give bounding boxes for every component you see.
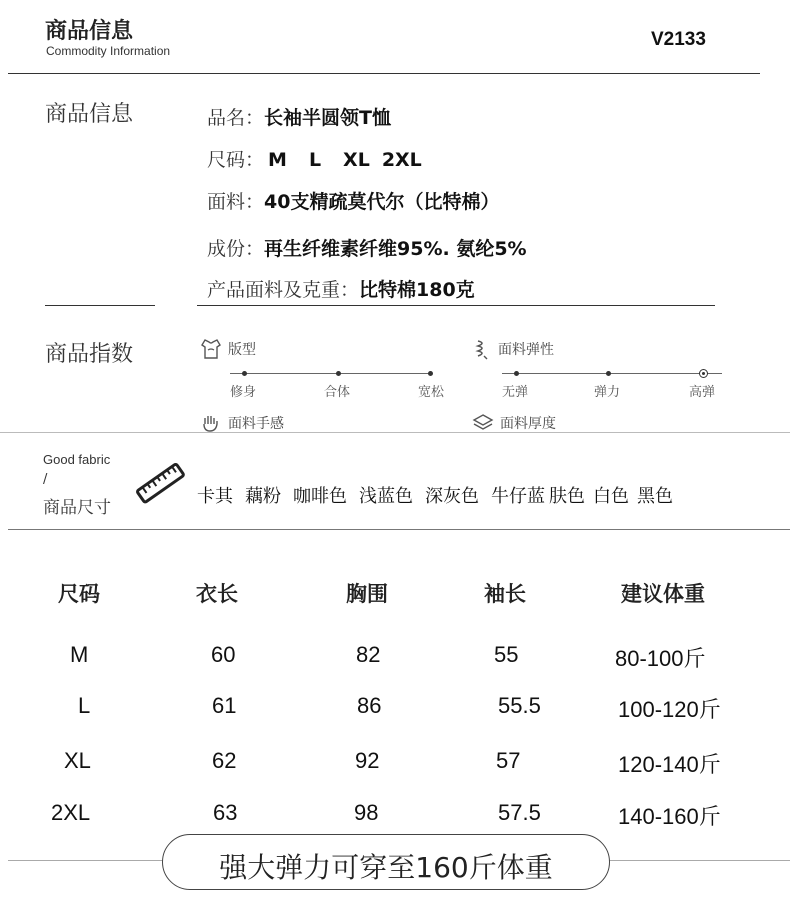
table-cell: 62 [212, 748, 237, 773]
product-name-row [207, 103, 391, 130]
stretch-label [472, 338, 554, 360]
stretch-tick-3: 高弹 [689, 385, 716, 400]
feel-label [200, 414, 284, 432]
table-cell: 140-160斤 [618, 804, 721, 829]
color-item: 卡其 [197, 486, 233, 507]
fit-dot-1 [242, 371, 247, 376]
page-title: 商品信息 [45, 19, 134, 44]
table-cell: 100-120斤 [618, 697, 721, 722]
table-header-chest: 胸围 [346, 582, 388, 606]
table-header-size: 尺码 [58, 582, 100, 606]
table-cell: 57 [496, 748, 521, 773]
table-cell: 55 [494, 642, 519, 667]
table-cell: 120-140斤 [618, 752, 721, 777]
banner-right-line [608, 860, 790, 861]
table-cell: L [78, 693, 91, 718]
table-cell: 82 [356, 642, 381, 667]
size-list [268, 149, 444, 171]
info-left-divider [45, 305, 155, 306]
size-l: L [308, 149, 322, 171]
spring-icon [472, 338, 492, 360]
table-header-weight: 建议体重 [621, 582, 705, 606]
colors-bottom-divider [8, 529, 790, 530]
table-cell: 86 [357, 693, 382, 718]
banner-left-line [8, 860, 164, 861]
info-section-label: 商品信息 [45, 102, 134, 127]
thickness-label [472, 414, 556, 432]
size-key: 尺码： [207, 149, 265, 171]
page-subtitle: Commodity Information [46, 44, 171, 58]
fabric-key: 面料： [207, 191, 265, 213]
color-item: 肤色 [549, 486, 585, 507]
hand-icon [200, 414, 222, 432]
stretch-slider-track [502, 373, 722, 374]
colors-top-divider [0, 432, 790, 433]
size-m: M [268, 149, 287, 171]
stretch-tick-2: 弹力 [594, 385, 621, 400]
weight-key: 产品面料及克重： [207, 279, 360, 301]
label-separator: / [43, 472, 48, 487]
product-name-key: 品名： [207, 107, 265, 129]
table-cell: 98 [354, 800, 379, 825]
size-label-cn: 商品尺寸 [43, 498, 111, 518]
fit-tick-2: 合体 [324, 385, 351, 400]
fit-tick-3: 宽松 [418, 385, 445, 400]
table-cell: 2XL [51, 800, 91, 825]
stretch-label-text: 面料弹性 [498, 342, 554, 358]
size-row [207, 145, 444, 172]
color-item: 咖啡色 [293, 486, 347, 507]
color-item: 深灰色 [425, 486, 479, 507]
stretch-dot-selected [699, 369, 708, 378]
thickness-label-text: 面料厚度 [500, 416, 556, 432]
feel-label-text: 面料手感 [228, 416, 284, 432]
composition-row [207, 234, 527, 261]
fabric-row [207, 187, 499, 214]
layers-icon [472, 414, 494, 432]
good-fabric-label: Good fabric [43, 452, 111, 467]
fit-tick-1: 修身 [230, 385, 257, 400]
table-cell: 61 [212, 693, 237, 718]
table-cell: 63 [213, 800, 238, 825]
table-cell: 57.5 [498, 800, 541, 825]
product-code: V2133 [651, 29, 706, 50]
stretch-tick-1: 无弹 [502, 385, 529, 400]
shirt-fit-icon [200, 338, 222, 360]
table-cell: 55.5 [498, 693, 541, 718]
color-item: 藕粉 [245, 486, 281, 507]
colors-band [0, 432, 790, 530]
size-2xl: 2XL [381, 149, 422, 171]
table-cell: XL [64, 748, 91, 773]
color-item: 白色 [593, 486, 629, 507]
table-cell: 60 [211, 642, 236, 667]
composition-key: 成份： [207, 238, 265, 260]
table-cell: 92 [355, 748, 380, 773]
color-item: 黑色 [637, 486, 673, 507]
index-section-label: 商品指数 [45, 342, 134, 367]
table-header-sleeve: 袖长 [484, 582, 526, 606]
fit-dot-3 [428, 371, 433, 376]
weight-row [207, 275, 475, 302]
ruler-icon [133, 460, 189, 508]
color-item: 浅蓝色 [359, 486, 413, 507]
fit-label [200, 338, 256, 360]
size-xl: XL [343, 149, 370, 171]
info-right-divider [197, 305, 715, 306]
elasticity-banner-text: 强大弹力可穿至160斤体重 [219, 851, 553, 884]
color-list [197, 482, 685, 508]
table-cell: M [70, 642, 89, 667]
table-header-length: 衣长 [196, 582, 238, 606]
table-cell: 80-100斤 [615, 646, 706, 671]
stretch-dot-2 [606, 371, 611, 376]
stretch-dot-1 [514, 371, 519, 376]
fit-dot-2 [336, 371, 341, 376]
composition-value: 再生纤维素纤维95%. 氨纶5% [264, 238, 527, 260]
product-name-value: 长袖半圆领T恤 [264, 107, 391, 129]
fit-label-text: 版型 [228, 342, 256, 358]
weight-value: 比特棉180克 [359, 279, 475, 301]
fabric-value: 40支精疏莫代尔（比特棉） [264, 191, 500, 213]
color-item: 牛仔蓝 [491, 486, 545, 507]
fit-slider-track [230, 373, 432, 374]
header-divider [8, 73, 760, 74]
